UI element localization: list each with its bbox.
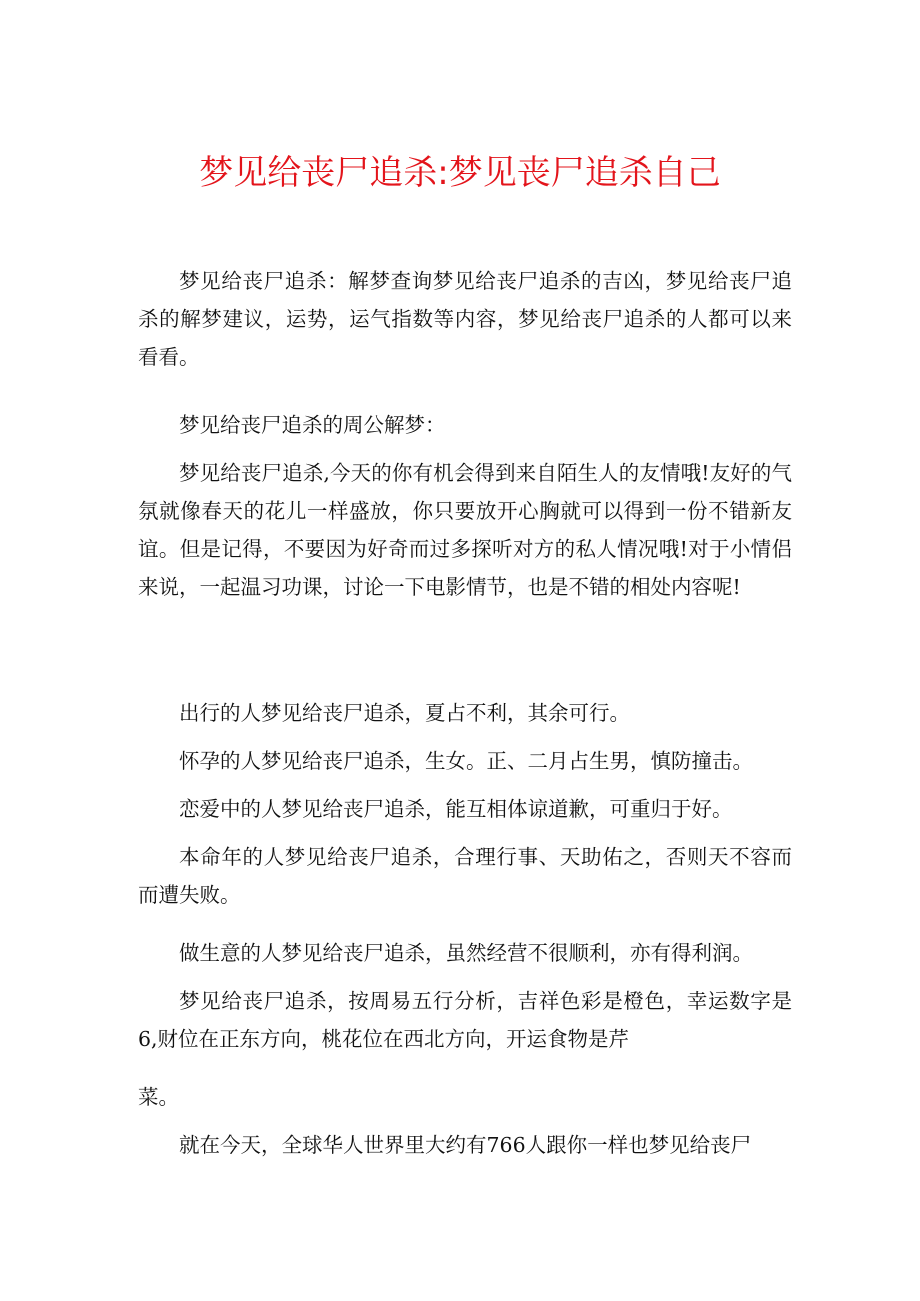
paragraph-intro: 梦见给丧尸追杀：解梦查询梦见给丧尸追杀的吉凶，梦见给丧尸追杀的解梦建议，运势，运气指数等内容，梦见给丧尸追杀的人都可以来看看。 [138,269,792,369]
paragraph-today-count: 就在今天，全球华人世界里大约有766人跟你一样也梦见给丧尸 [179,1133,752,1157]
paragraph-travel: 出行的人梦见给丧尸追杀，夏占不利，其余可行。 [179,701,630,725]
paragraph-continuation: 菜。 [138,1085,179,1109]
document-title: 梦见给丧尸追杀:梦见丧尸追杀自己 [199,153,721,193]
paragraph-heading-zhougong: 梦见给丧尸追杀的周公解梦： [179,413,446,437]
paragraph-five-elements: 梦见给丧尸追杀，按周易五行分析，吉祥色彩是橙色，幸运数字是6,财位在正东方向，桃花位在西北方向，开运食物是芹 [138,989,792,1051]
paragraph-business: 做生意的人梦见给丧尸追杀，虽然经营不很顺利，亦有得利润。 [179,941,753,965]
paragraph-interpretation: 梦见给丧尸追杀,今天的你有机会得到来自陌生人的友情哦!友好的气氛就像春天的花儿一样盛放，你只要放开心胸就可以得到一份不错新友谊。但是记得，不要因为好奇而过多探听对方的私人情况哦!对于小情侣来说，一起温习功课，讨论一下电影情节，也是不错的相处内容呢! [138,461,792,599]
paragraph-pregnant: 怀孕的人梦见给丧尸追杀，生女。正、二月占生男，慎防撞击。 [179,749,753,773]
paragraph-birth-year: 本命年的人梦见给丧尸追杀，合理行事、天助佑之，否则天不容而而遭失败。 [138,845,792,907]
paragraph-love: 恋爱中的人梦见给丧尸追杀，能互相体谅道歉，可重归于好。 [179,797,733,821]
